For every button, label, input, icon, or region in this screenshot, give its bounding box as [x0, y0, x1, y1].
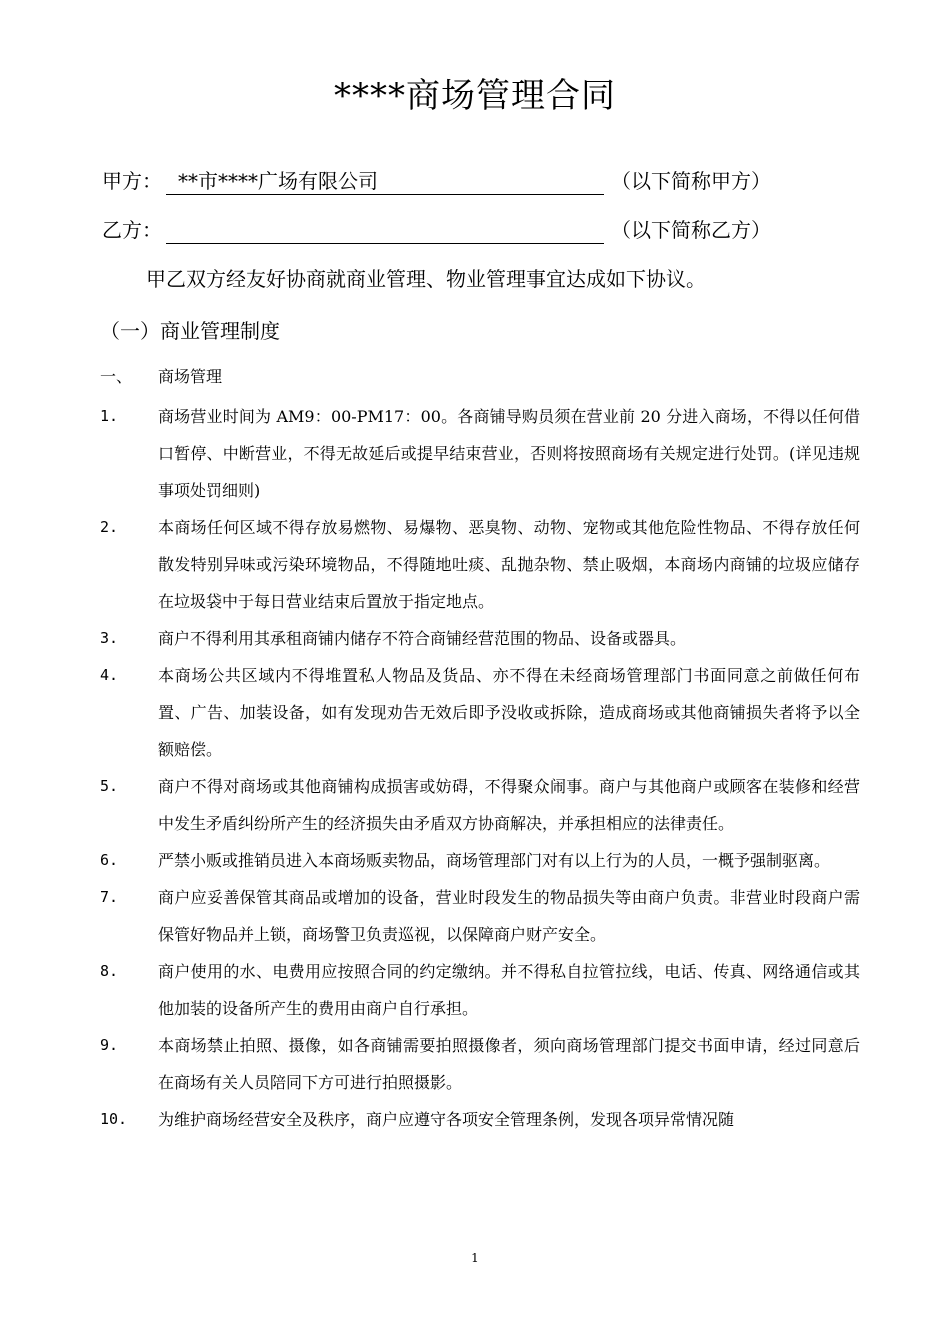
party-a-suffix: （以下简称甲方） [611, 169, 771, 193]
clause-list [100, 398, 860, 1138]
item-text: 商户应妥善保管其商品或增加的设备，营业时段发生的物品损失等由商户负责。非营业时段商户需保管好物品并上锁，商场警卫负责巡视，以保障商户财产安全。 [158, 888, 860, 944]
item-text: 本商场禁止拍照、摄像，如各商铺需要拍照摄像者，须向商场管理部门提交书面申请，经过同意后在商场有关人员陪同下方可进行拍照摄影。 [158, 1036, 860, 1092]
item-text: 本商场公共区域内不得堆置私人物品及货品、亦不得在未经商场管理部门书面同意之前做任何布置、广告、加装设备，如有发现劝告无效后即予没收或拆除，造成商场或其他商铺损失者将予以全额赔偿。 [158, 666, 860, 759]
party-b-field [166, 213, 604, 244]
party-a-value: **市****广场有限公司 [178, 169, 378, 193]
item-number: 7. [100, 888, 119, 906]
party-b-suffix: （以下简称乙方） [611, 218, 771, 242]
item-number: 5. [100, 777, 119, 795]
item-text: 本商场任何区域不得存放易燃物、易爆物、恶臭物、动物、宠物或其他危险性物品、不得存放任何散发特别异味或污染环境物品，不得随地吐痰、乱抛杂物、禁止吸烟，本商场内商铺的垃圾应储存在垃圾袋中于每日营业结束后置放于指定地点。 [158, 518, 860, 611]
list-item [100, 657, 860, 768]
list-item [100, 620, 860, 657]
item-text: 商户不得对商场或其他商铺构成损害或妨碍，不得聚众闹事。商户与其他商户或顾客在装修和经营中发生矛盾纠纷所产生的经济损失由矛盾双方协商解决，并承担相应的法律责任。 [158, 777, 860, 833]
item-number: 8. [100, 962, 119, 980]
list-item [100, 1027, 860, 1101]
item-text: 商户不得利用其承租商铺内储存不符合商铺经营范围的物品、设备或器具。 [158, 629, 687, 648]
list-item [100, 842, 860, 879]
party-a-field [166, 164, 604, 195]
subsection-title: 商场管理 [158, 367, 223, 386]
list-item [100, 953, 860, 1027]
item-text: 为维护商场经营安全及秩序，商户应遵守各项安全管理条例，发现各项异常情况随 [158, 1110, 735, 1129]
item-text: 商场营业时间为 AM9：00-PM17：00。各商铺导购员须在营业前 20 分进入商场，不得以任何借口暂停、中断营业，不得无故延后或提早结束营业，否则将按照商场有关规定进行处罚。(详见违规事项处罚细则) [158, 407, 860, 500]
party-b-label: 乙方： [102, 218, 162, 242]
item-number: 3. [100, 629, 119, 647]
list-item [100, 879, 860, 953]
party-a-label: 甲方： [102, 169, 162, 193]
subsection-heading [100, 362, 222, 392]
subsection-marker: 一、 [100, 367, 133, 386]
page-number: 1 [471, 1251, 479, 1265]
item-number: 9. [100, 1036, 119, 1054]
item-text: 商户使用的水、电费用应按照合同的约定缴纳。并不得私自拉管拉线，电话、传真、网络通信或其他加装的设备所产生的费用由商户自行承担。 [158, 962, 860, 1018]
list-item [100, 1101, 860, 1138]
item-number: 1. [100, 407, 119, 425]
party-a-row [102, 164, 802, 198]
item-number: 6. [100, 851, 119, 869]
section-heading: （一）商业管理制度 [100, 319, 280, 343]
list-item [100, 398, 860, 509]
list-item [100, 768, 860, 842]
intro-paragraph: 甲乙双方经友好协商就商业管理、物业管理事宜达成如下协议。 [146, 267, 706, 291]
item-number: 2. [100, 518, 119, 536]
list-item [100, 509, 860, 620]
document-title: ****商场管理合同 [334, 76, 616, 116]
party-b-row [102, 213, 802, 247]
item-number: 4. [100, 666, 119, 684]
item-number: 10. [100, 1110, 128, 1128]
item-text: 严禁小贩或推销员进入本商场贩卖物品，商场管理部门对有以上行为的人员，一概予强制驱离。 [158, 851, 831, 870]
